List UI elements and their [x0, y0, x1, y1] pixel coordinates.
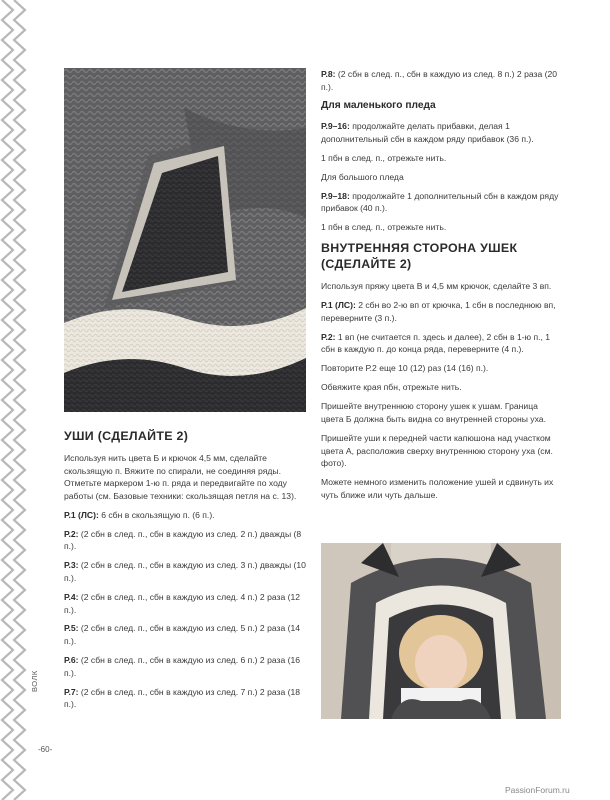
small-after: 1 пбн в след. п., отрежьте нить. — [321, 152, 447, 163]
row-instruction: Р.5: (2 сбн в след. п., сбн в каждую из след. 5 п.) 2 раза (14 п.). — [64, 623, 301, 647]
row-instruction: Р.1 (ЛС): 2 сбн во 2-ю вп от крючка, 1 сбн в последнюю вп, переверните (3 п.). — [321, 300, 556, 323]
left-column — [64, 428, 306, 717]
inner-intro: Используя пряжу цвета В и 4,5 мм крючок, сделайте 3 вп. — [321, 281, 552, 292]
zigzag-border — [0, 0, 30, 800]
large-blanket-heading: Для большого пледа — [321, 171, 404, 182]
inner-ears-heading: ВНУТРЕННЯЯ СТОРОНА УШЕК (СДЕЛАЙТЕ 2) — [321, 241, 518, 272]
paragraph: Повторите Р.2 еще 10 (12) раз (14 (16) п.). — [321, 363, 489, 374]
row-instruction: Р.2: 1 вп (не считается п. здесь и далее), 2 сбн в 1-ю п., 1 сбн в каждую п. до конца ряда, переверните (4 п.). — [321, 331, 551, 355]
section-label: ВОЛК — [30, 670, 39, 692]
ears-heading: УШИ (СДЕЛАЙТЕ 2) — [64, 429, 189, 443]
right-column — [321, 68, 561, 508]
paragraph: Можете немного изменить положение ушей и сдвинуть их чуть ближе или чуть дальше. — [321, 477, 554, 500]
large-after: 1 пбн в след. п., отрежьте нить. — [321, 222, 447, 233]
row-instruction: Р.8: (2 сбн в след. п., сбн в каждую из след. 8 п.) 2 раза (20 п.). — [321, 69, 558, 92]
row-instruction: Р.1 (ЛС): 6 сбн в скользящую п. (6 п.). — [64, 509, 215, 520]
child-hood-photo — [321, 543, 561, 719]
watermark: PassionForum.ru — [505, 785, 570, 795]
row-instruction: Р.6: (2 сбн в след. п., сбн в каждую из след. 6 п.) 2 раза (16 п.). — [64, 655, 301, 678]
row-instruction: Р.2: (2 сбн в след. п., сбн в каждую из след. 2 п.) дважды (8 п.). — [64, 528, 302, 552]
small-blanket-heading: Для маленького пледа — [321, 99, 436, 111]
row-instruction: Р.7: (2 сбн в след. п., сбн в каждую из след. 7 п.) 2 раза (18 п.). — [64, 686, 301, 710]
row-instruction: Р.3: (2 сбн в след. п., сбн в каждую из след. 3 п.) дважды (10 п.). — [64, 560, 306, 583]
page-number: -60- — [38, 745, 53, 754]
ear-closeup-photo — [64, 68, 306, 412]
row-instruction: Р.4: (2 сбн в след. п., сбн в каждую из след. 4 п.) 2 раза (12 п.). — [64, 591, 301, 615]
row-instruction: Р.9–18: продолжайте 1 дополнительный сбн в каждом ряду прибавок (40 п.). — [321, 190, 559, 214]
paragraph: Пришейте внутреннюю сторону ушек к ушам. Граница цвета Б должна быть видна со внутренней стороны уха. — [321, 401, 546, 424]
paragraph: Пришейте уши к передней части капюшона над участком цвета А, расположив сверху внутреннюю сторону уха (см. фото). — [321, 432, 553, 469]
paragraph: Обвяжите края пбн, отрежьте нить. — [321, 382, 462, 393]
ears-intro: Используя нить цвета Б и крючок 4,5 мм, сделайте скользящую п. Вяжите по спирали, не соединяя ряды. Отметьте маркером 1-ю п. ряда и передвигайте по ходу работы (см. Базовые техники: скользящая петля на с. 13). — [64, 453, 297, 501]
row-instruction: Р.9–16: продолжайте делать прибавки, делая 1 дополнительный сбн в каждом ряду прибавок (36 п.). — [321, 121, 534, 144]
